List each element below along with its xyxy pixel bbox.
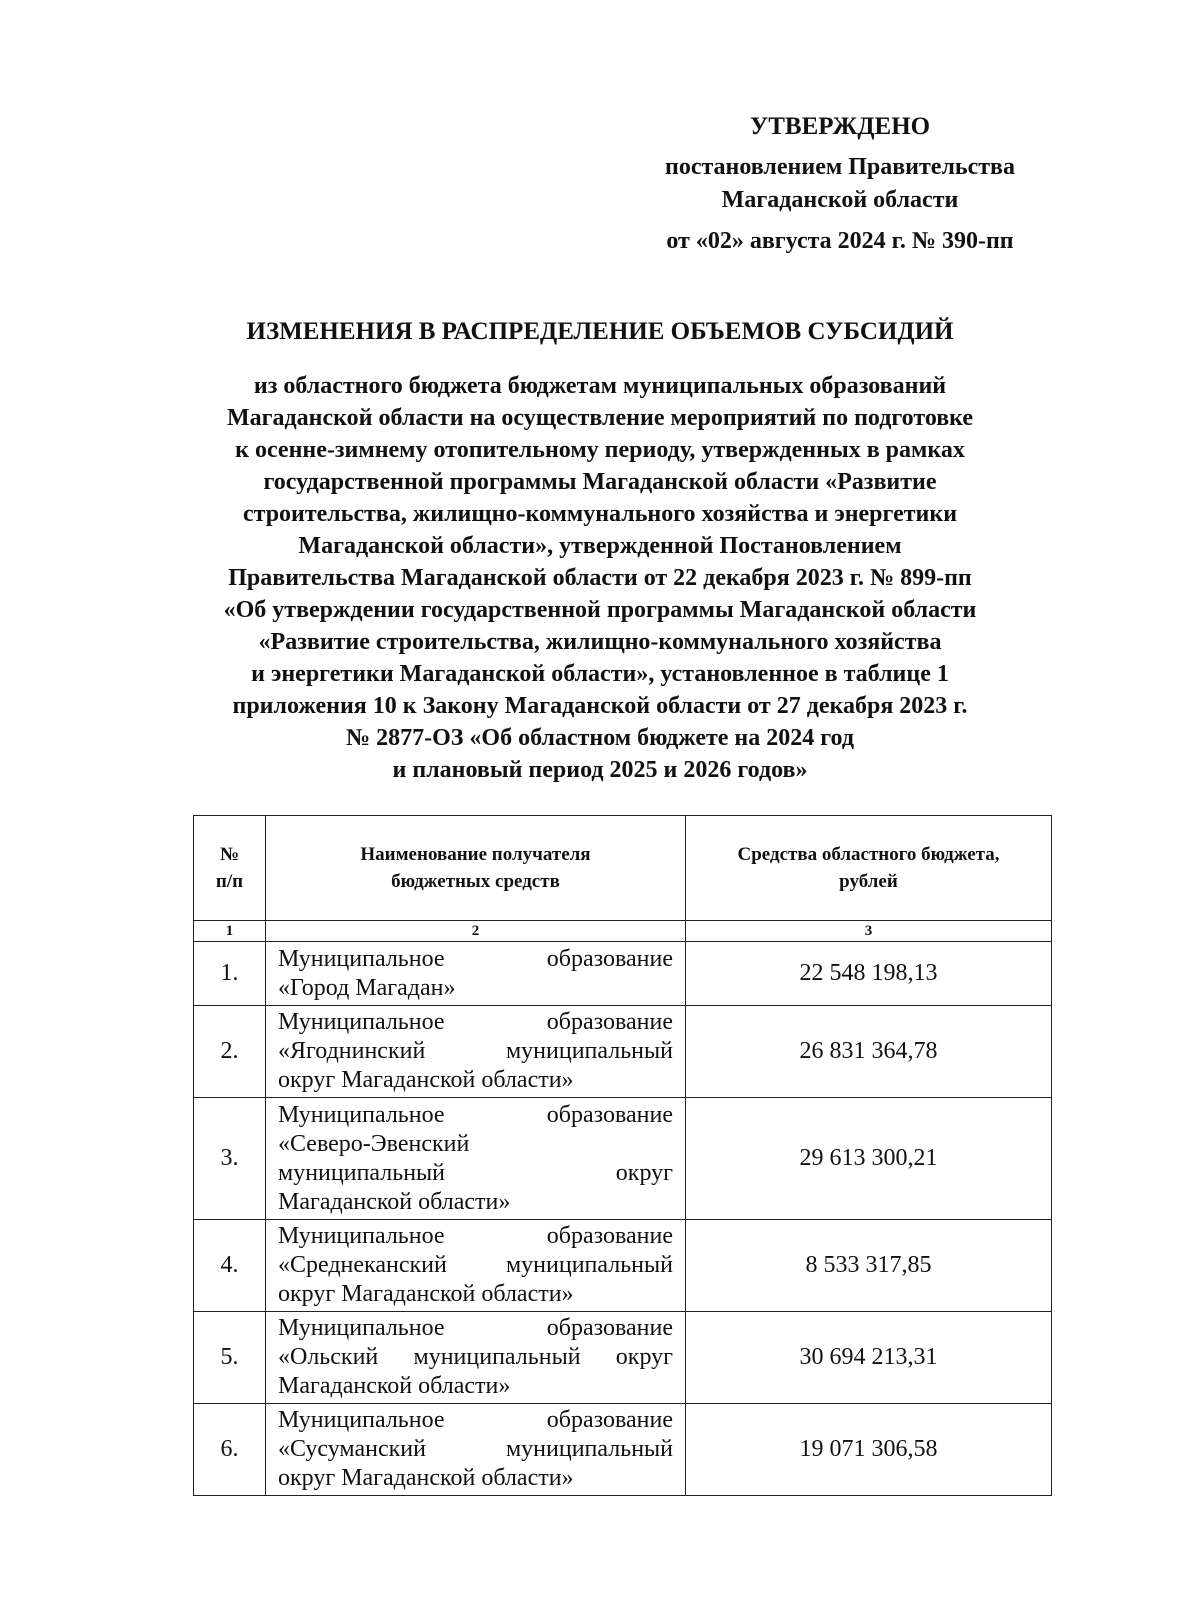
recipient-name-line: округ Магаданской области»	[278, 1067, 574, 1093]
recipient-name	[266, 1404, 686, 1496]
header-name-line-2: бюджетных средств	[391, 871, 560, 892]
recipient-name-line: «Сусуманский муниципальный	[278, 1436, 673, 1462]
subtitle-line: приложения 10 к Закону Магаданской области от 27 декабря 2023 г.	[232, 693, 968, 719]
column-number-row	[194, 921, 1052, 942]
header-name	[266, 816, 686, 921]
recipient-name-line: Муниципальное образование	[278, 1009, 673, 1035]
recipient-name-line: Муниципальное образование	[278, 1407, 673, 1433]
subtitle-line: из областного бюджета бюджетам муниципальных образований	[253, 373, 947, 399]
table-header-row	[194, 816, 1052, 921]
row-number: 4.	[194, 1220, 266, 1312]
recipient-name	[266, 1006, 686, 1098]
document-subtitle	[0, 370, 1200, 786]
header-num	[194, 816, 266, 921]
approval-stamp	[600, 110, 1080, 258]
table-row	[194, 1404, 1052, 1496]
header-amount-line-2: рублей	[839, 871, 898, 892]
approval-line-1: постановлением Правительства	[664, 154, 1015, 180]
header-num-line-2: п/п	[215, 871, 244, 892]
recipient-name-line: Магаданской области»	[278, 1373, 511, 1399]
document-title: ИЗМЕНЕНИЯ В РАСПРЕДЕЛЕНИЕ ОБЪЕМОВ СУБСИДИЙ	[246, 318, 954, 345]
row-number: 6.	[194, 1404, 266, 1496]
subsidies-table	[193, 815, 1052, 1496]
approval-date: от «02» августа 2024 г. № 390-пп	[666, 228, 1014, 254]
header-num-line-1: №	[219, 844, 240, 865]
recipient-name-line: «Северо-Эвенский	[278, 1130, 470, 1157]
column-number: 2	[266, 921, 686, 942]
subtitle-line: Магаданской области», утвержденной Постановлением	[298, 533, 902, 559]
subtitle-line: строительства, жилищно-коммунального хозяйства и энергетики	[242, 501, 958, 527]
table-row	[194, 1312, 1052, 1404]
recipient-name-line: Муниципальное образование	[278, 1315, 673, 1341]
recipient-name-line: Муниципальное образование	[278, 1223, 673, 1249]
subtitle-line: к осенне-зимнему отопительному периоду, утвержденных в рамках	[235, 437, 965, 463]
recipient-name-line: округ Магаданской области»	[278, 1465, 574, 1491]
approval-line-2: Магаданской области	[721, 187, 959, 213]
recipient-name	[266, 1098, 686, 1220]
budget-amount: 30 694 213,31	[686, 1312, 1052, 1404]
table-row	[194, 1098, 1052, 1220]
header-amount-line-1: Средства областного бюджета,	[737, 844, 1000, 865]
subtitle-line: «Об утверждении государственной программы Магаданской области	[223, 597, 977, 623]
budget-amount: 19 071 306,58	[686, 1404, 1052, 1496]
subtitle-line: и плановый период 2025 и 2026 годов»	[392, 757, 808, 783]
subtitle-line: «Развитие строительства, жилищно-коммунального хозяйства	[258, 629, 942, 655]
budget-amount: 29 613 300,21	[686, 1098, 1052, 1220]
recipient-name-line: Магаданской области»	[278, 1188, 511, 1215]
recipient-name-line: муниципальный округ	[278, 1159, 673, 1186]
column-number: 1	[194, 921, 266, 942]
recipient-name	[266, 942, 686, 1006]
column-number: 3	[686, 921, 1052, 942]
recipient-name-line: округ Магаданской области»	[278, 1281, 574, 1307]
budget-amount: 22 548 198,13	[686, 942, 1052, 1006]
recipient-name-line: «Среднеканский муниципальный	[278, 1252, 673, 1278]
row-number: 5.	[194, 1312, 266, 1404]
recipient-name-line: «Ольский муниципальный округ	[278, 1344, 673, 1370]
table-row	[194, 942, 1052, 1006]
recipient-name-line: Муниципальное образование	[278, 1101, 673, 1128]
recipient-name-line: «Ягоднинский муниципальный	[278, 1038, 673, 1064]
approval-title: УТВЕРЖДЕНО	[749, 113, 931, 140]
subtitle-line: и энергетики Магаданской области», установленное в таблице 1	[251, 661, 949, 687]
budget-amount: 8 533 317,85	[686, 1220, 1052, 1312]
recipient-name-line: Муниципальное образование	[278, 945, 673, 972]
recipient-name	[266, 1312, 686, 1404]
subtitle-line: Магаданской области на осуществление мероприятий по подготовке	[226, 405, 974, 431]
subtitle-line: Правительства Магаданской области от 22 декабря 2023 г. № 899-пп	[228, 565, 972, 591]
header-name-line-1: Наименование получателя	[360, 844, 591, 865]
row-number: 3.	[194, 1098, 266, 1220]
subtitle-line: государственной программы Магаданской области «Развитие	[263, 469, 937, 495]
table-row	[194, 1006, 1052, 1098]
header-amount	[686, 816, 1052, 921]
recipient-name	[266, 1220, 686, 1312]
budget-amount: 26 831 364,78	[686, 1006, 1052, 1098]
table-row	[194, 1220, 1052, 1312]
row-number: 1.	[194, 942, 266, 1006]
subtitle-line: № 2877-ОЗ «Об областном бюджете на 2024 год	[345, 725, 854, 751]
recipient-name-line: «Город Магадан»	[278, 974, 456, 1001]
row-number: 2.	[194, 1006, 266, 1098]
